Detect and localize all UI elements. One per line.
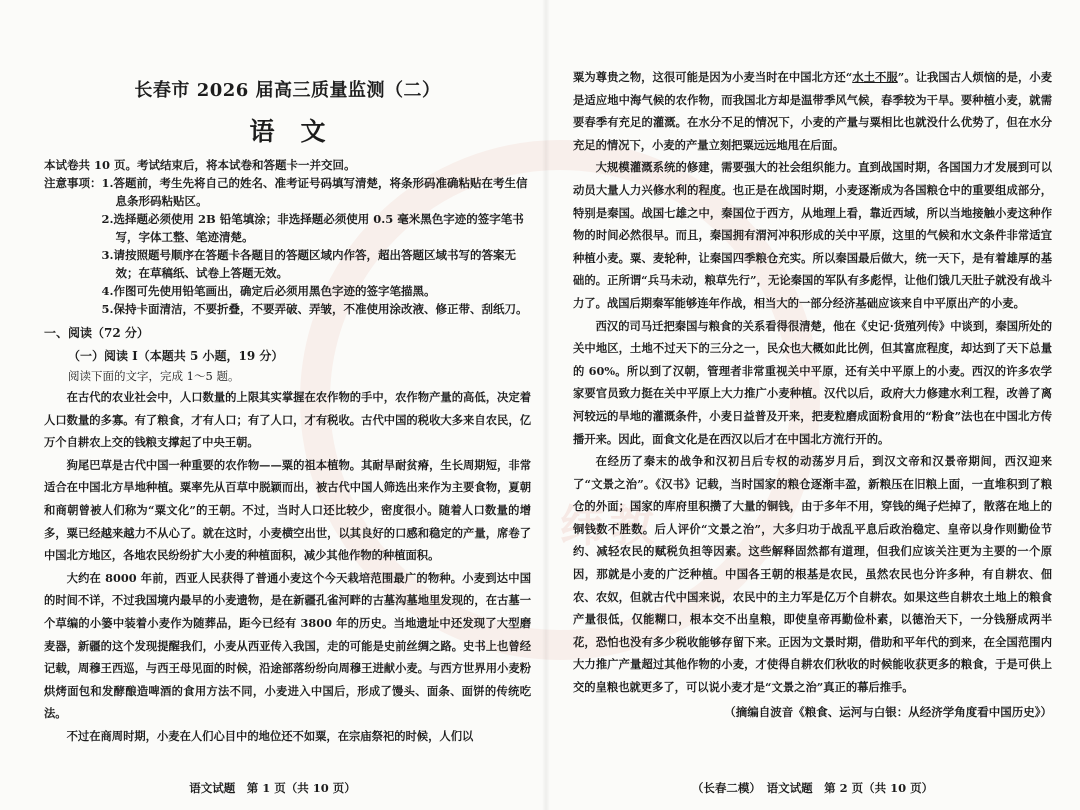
paragraph: 大规模灌溉系统的修建，需要强大的社会组织能力。直到战国时期，各国国力才发展到可以动员大量人力兴修水利的程度。也正是在战国时期，小麦逐渐成为各国粮仓中的重要组成部分，特别是秦国。战国七雄之中，秦国位于西方，从地理上看，靠近西域，所以当地接触小麦这种作物的时间必然很早。而且，秦国拥有渭河冲积形成的关中平原，这里的气候和水文条件非常适宜种植小麦。粟、麦轮种，让秦国四季粮仓充实。所以秦国最后做大，统一天下，是有着雄厚的基础的。正所谓“兵马未动，粮草先行”，无论秦国的军队有多彪悍，让他们饿几天肚子就没有战斗力了。战国后期秦军能够连年作战，相当大的一部分经济基础应该来自中平原出产的小麦。 [573, 160, 1052, 310]
notice-item: 4.作图可先使用铅笔画出，确定后必须用黑色字迹的签字笔描黑。 [101, 284, 436, 298]
source-citation: （摘编自波音《粮食、运河与白银：从经济学角度看中国历史》） [724, 704, 1052, 719]
notice-item: 5.保持卡面清洁，不要折叠，不要弄破、弄皱，不准使用涂改液、修正带、刮纸刀。 [101, 302, 528, 316]
page-footer-left: 语文试题 第 1 页（共 10 页） [189, 781, 356, 795]
notice-list [102, 174, 532, 318]
text-run: ”。让我国古人烦恼的是，小麦是适应地中海气候的农作物，而我国北方却是温带季风气候，春季较为干旱。要种植小麦，就需要春季有充足的灌溉。在水分不足的情况下，小麦的产量与粟相比也就没什么优势了，但在水分充足的情况下，小麦的产量立刻把粟远远地甩在后面。 [573, 70, 1052, 152]
underlined-phrase: 水土不服 [852, 70, 898, 84]
notice-item: 3.请按照题号顺序在答题卡各题目的答题区域内作答，超出答题区域书写的答案无效；在草稿纸、试卷上答题无效。 [101, 248, 517, 280]
subsection-heading: （一）阅读 I（本题共 5 小题，19 分） [68, 349, 284, 363]
notice-item: 1.答题前，考生先将自己的姓名、准考证号码填写清楚，将条形码准确粘贴在考生信息条形码粘贴区。 [101, 176, 528, 208]
article-body-left [44, 386, 531, 748]
reading-instruction: 阅读下面的文字，完成 1～5 题。 [68, 369, 240, 383]
exam-title: 长春市 2026 届高三质量监测（二） [134, 80, 441, 101]
paragraph-continued [573, 66, 1052, 156]
text-run: 粟为尊贵之物，这很可能是因为小麦当时在中国北方还“ [573, 70, 853, 84]
page-count-note: 本试卷共 10 页。考试结束后，将本试卷和答题卡一并交回。 [44, 158, 356, 172]
subject-title: 语文 [249, 117, 352, 146]
notice-label: 注意事项： [44, 176, 102, 190]
paragraph: 在经历了秦末的战争和汉初吕后专权的动荡岁月后，到汉文帝和汉景帝期间，西汉迎来了“文景之治”。《汉书》记载，当时国家的粮仓逐渐丰盈，新粮压在旧粮上面，一直堆积到了粮仓的外面；国家的库府里积攒了大量的铜钱，由于多年不用，穿钱的绳子烂掉了，散落在地上的铜钱数不胜数。后人评价“文景之治”，大多归功于战乱平息后政治稳定、皇帝以身作则勤俭节约、减轻农民的赋税负担等因素。这些解释固然都有道理，但我们应该关注更为主要的一个原因，那就是小麦的广泛种植。中国各王朝的根基是农民，虽然农民也分许多种，有自耕农、佃农、农奴，但就古代中国来说，农民中的主力军是亿万个自耕农。如果这些自耕农土地上的粮食产量很低，仅能糊口，根本交不出皇粮，即使皇帝再勤俭朴素，以德治天下，一分钱掰成两半花，恐怕也没有多少税收能够存留下来。正因为文景时期，借助和平年代的到来，在全国范围内大力推广产量超过其他作物的小麦，才使得自耕农们秋收的时候能收获更多的粮食，于是可供上交的皇粮也就更多了，可以说小麦才是“文景之治”真正的幕后推手。 [573, 454, 1052, 695]
section-heading: 一、阅读（72 分） [44, 326, 149, 340]
paragraph: 在古代的农业社会中，人口数量的上限其实掌握在农作物的手中，农作物产量的高低，决定着人口数量的多寡。有了粮食，才有人口；有了人口，才有税收。古代中国的税收大多来自农民，亿万个自耕农上交的钱粮支撑起了中央王朝。 [44, 390, 531, 450]
page-footer-right: （长春二模） 语文试题 第 2 页（共 10 页） [691, 781, 934, 795]
page-right [545, 0, 1080, 810]
watermark-brand-text: 纬教 [560, 501, 660, 552]
notice-block [44, 174, 531, 318]
paragraph: 西汉的司马迁把秦国与粮食的关系看得很清楚，他在《史记·货殖列传》中谈到，秦国所处的关中地区，土地不过天下的三分之一，民众也大概如此比例，但其富庶程度，却达到了天下总量的 60%。所以到了汉朝，管理者非常重视关中平原，还有关中平原上的小麦。西汉的许多农学家要官员致力挺在关中平原上大力推广小麦种植。汉代以后，政府大力修建水利工程，改善了离河较远的旱地的灌溉条件，小麦日益普及开来，把麦粒磨成面粉食用的“粉食”法也在中国北方传播开来。因此，面食文化是在西汉以后才在中国北方流行开的。 [573, 318, 1052, 446]
paragraph: 狗尾巴草是古代中国一种重要的农作物——粟的祖本植物。其耐旱耐贫瘠，生长周期短，非常适合在中国北方旱地种植。粟率先从百草中脱颖而出，被古代中国人筛选出来作为主要食物，夏朝和商朝曾被人们称为“粟文化”的王朝。不过，当时人口还比较少，密度很小。随着人口数量的增多，粟已经越来越力不从心了。就在这时，小麦横空出世，以其良好的口感和稳定的产量，席卷了中国北方地区，各地农民纷纷扩大小麦的种植面积，减少其他作物的种植面积。 [44, 457, 531, 563]
notice-item: 2.选择题必须使用 2B 铅笔填涂；非选择题必须使用 0.5 毫米黑色字迹的签字笔书写，字体工整、笔迹清楚。 [101, 212, 524, 244]
paragraph: 大约在 8000 年前，西亚人民获得了普通小麦这个今天栽培范围最广的物种。小麦到达中国的时间不详，不过我国境内最早的小麦遗物，是在新疆孔雀河畔的古墓沟墓地里发现的，在古墓一个草编的小篓中装着小麦作为随葬品，距今已经有 3800 年的历史。当地遗址中还发现了大型磨麦器，新疆的这个发现提醒我们，小麦从西亚传入我国，走的可能是史前丝绸之路。史书上也曾经记载，周穆王西巡，与西王母见面的时候，沿途部落纷纷向周穆王进献小麦。与西方世界用小麦粉烘烤面包和发酵酿造啤酒的食用方法不同，小麦进入中国后，形成了馒头、面条、面饼的传统吃法。 [44, 570, 531, 721]
paragraph: 不过在商周时期，小麦在人们心目中的地位还不如粟，在宗庙祭祀的时候，人们以 [66, 728, 474, 743]
article-body-right [573, 66, 1052, 699]
